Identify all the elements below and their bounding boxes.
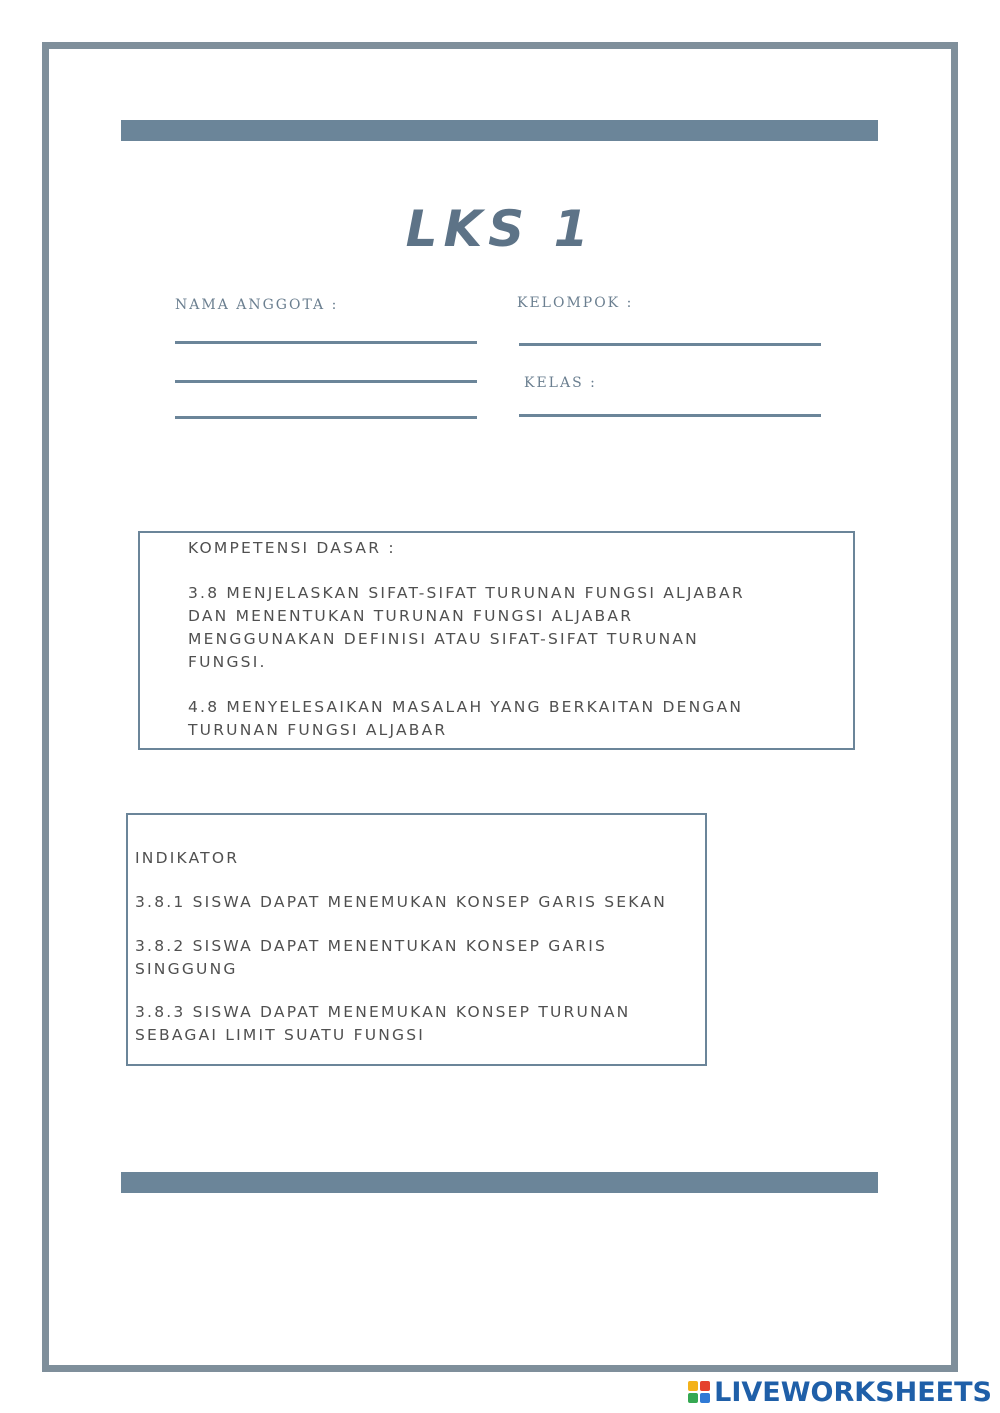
kompetensi-dasar-item-2: 4.8 MENYELESAIKAN MASALAH YANG BERKAITAN DENGAN TURUNAN FUNGSI ALJABAR	[188, 698, 744, 739]
liveworksheets-branding	[688, 1375, 992, 1409]
indikator-heading: INDIKATOR	[135, 849, 240, 867]
nama-anggota-line-3[interactable]	[175, 416, 477, 419]
top-banner-bar	[121, 120, 878, 141]
worksheet-title: LKS 1	[405, 200, 595, 258]
bottom-banner-bar	[121, 1172, 878, 1193]
kelas-line[interactable]	[519, 414, 821, 417]
liveworksheets-logo-icon	[688, 1381, 710, 1403]
nama-anggota-line-1[interactable]	[175, 341, 477, 344]
kompetensi-dasar-item-1: 3.8 MENJELASKAN SIFAT-SIFAT TURUNAN FUNGSI ALJABAR DAN MENENTUKAN TURUNAN FUNGSI ALJABAR MENGGUNAKAN DEFINISI ATAU SIFAT-SIFAT TURUNAN FUNGSI.	[188, 584, 745, 671]
kelas-label: KELAS :	[524, 375, 597, 391]
kelompok-label: KELOMPOK :	[517, 295, 634, 311]
nama-anggota-line-2[interactable]	[175, 380, 477, 383]
indikator-item: 3.8.3 SISWA DAPAT MENEMUKAN KONSEP TURUNAN SEBAGAI LIMIT SUATU FUNGSI	[135, 1003, 631, 1044]
nama-anggota-label: NAMA ANGGOTA :	[175, 297, 339, 313]
kelompok-line[interactable]	[519, 343, 821, 346]
indikator-item: 3.8.2 SISWA DAPAT MENENTUKAN KONSEP GARIS SINGGUNG	[135, 937, 608, 978]
kompetensi-dasar-heading: KOMPETENSI DASAR :	[188, 539, 396, 557]
liveworksheets-wordmark: LIVEWORKSHEETS	[714, 1376, 992, 1408]
indikator-item: 3.8.1 SISWA DAPAT MENEMUKAN KONSEP GARIS SEKAN	[135, 893, 667, 911]
